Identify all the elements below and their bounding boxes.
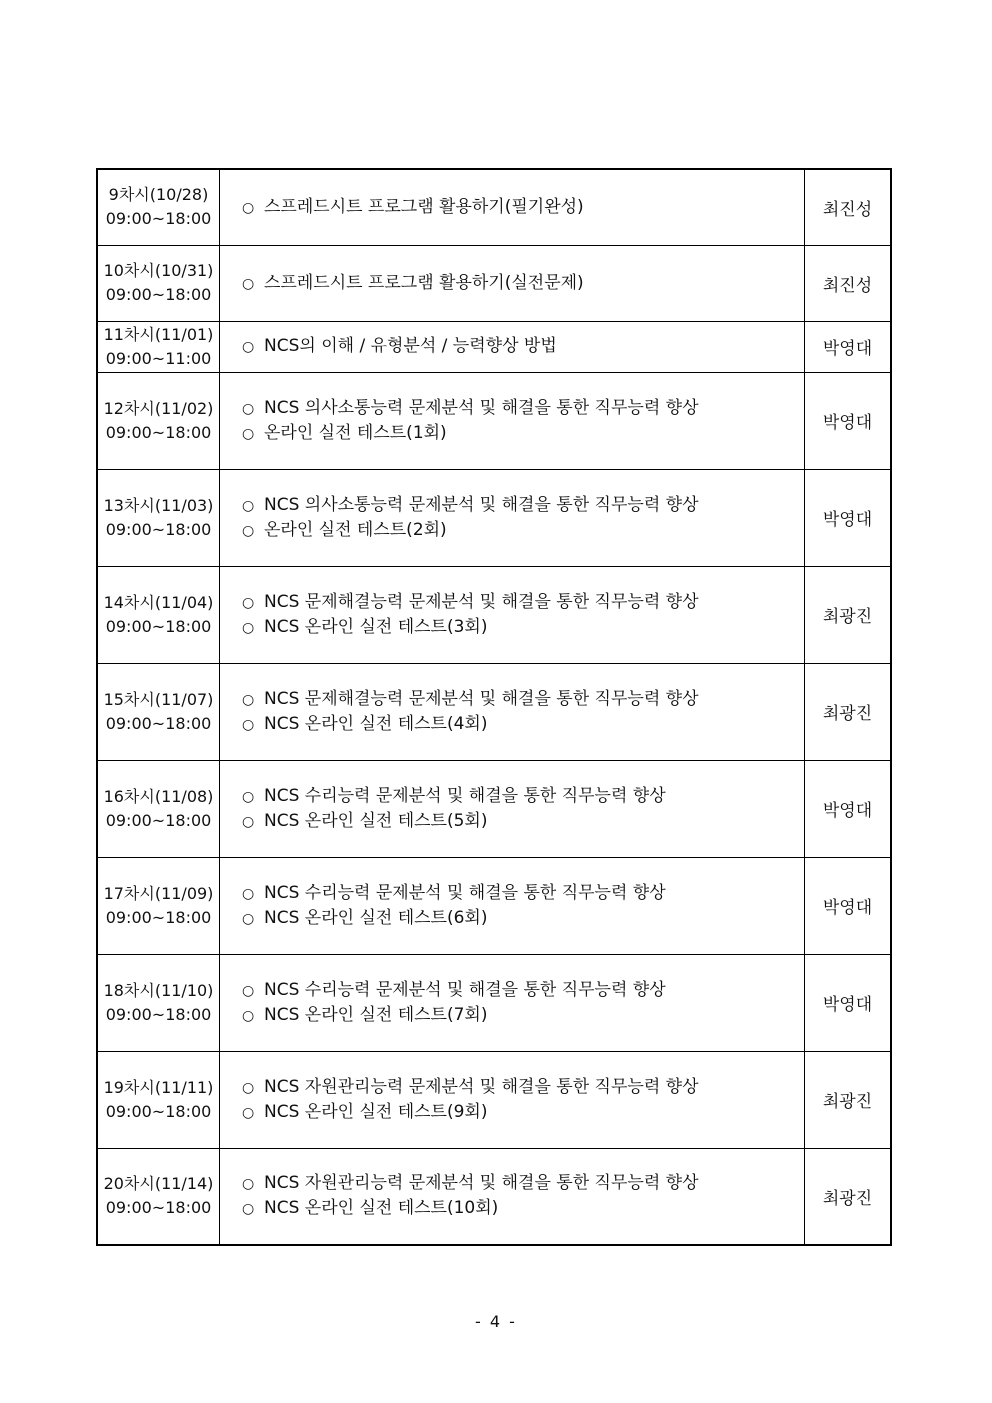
content-text: NCS 자원관리능력 문제분석 및 해결을 통한 직무능력 향상 <box>264 1076 699 1097</box>
content-text: NCS의 이해 / 유형분석 / 능력향상 방법 <box>264 336 557 356</box>
session-cell <box>97 469 220 566</box>
content-text: NCS 수리능력 문제분석 및 해결을 통한 직무능력 향상 <box>264 979 666 1000</box>
session-cell <box>97 760 220 857</box>
content-text: NCS 온라인 실전 테스트(10회) <box>264 1198 499 1219</box>
session-time: 09:00~18:00 <box>105 907 212 927</box>
instructor-cell: 박영대 <box>805 857 892 954</box>
instructor-cell: 박영대 <box>805 760 892 857</box>
instructor-cell: 최광진 <box>805 1051 892 1148</box>
bullet-icon: ○ <box>242 425 255 442</box>
content-item <box>242 615 804 640</box>
content-text: NCS 수리능력 문제분석 및 해결을 통한 직무능력 향상 <box>264 785 666 806</box>
bullet-icon: ○ <box>242 691 255 708</box>
content-item <box>242 687 804 712</box>
session-time: 09:00~18:00 <box>105 713 212 733</box>
content-item <box>242 421 804 446</box>
session-cell <box>97 321 220 372</box>
session-cell <box>97 1148 220 1245</box>
table-row <box>97 760 891 857</box>
session-label: 19차시(11/11) <box>103 1077 214 1097</box>
content-text: 온라인 실전 테스트(1회) <box>264 422 447 443</box>
bullet-icon: ○ <box>242 910 255 927</box>
table-row <box>97 1148 891 1245</box>
session-time: 09:00~18:00 <box>105 285 212 304</box>
content-cell <box>220 169 805 245</box>
content-cell <box>220 321 805 372</box>
session-label: 11차시(11/01) <box>103 324 214 344</box>
bullet-icon: ○ <box>242 788 255 805</box>
content-item <box>242 712 804 737</box>
content-text: NCS 온라인 실전 테스트(5회) <box>264 810 488 831</box>
content-item <box>242 809 804 834</box>
session-time: 09:00~11:00 <box>105 348 212 368</box>
session-cell <box>97 245 220 321</box>
bullet-icon: ○ <box>242 1007 255 1024</box>
content-item <box>242 590 804 615</box>
table-row <box>97 857 891 954</box>
content-text: NCS 온라인 실전 테스트(6회) <box>264 907 488 928</box>
content-cell <box>220 245 805 321</box>
bullet-icon: ○ <box>242 1176 255 1193</box>
content-cell <box>220 857 805 954</box>
instructor-cell: 박영대 <box>805 321 892 372</box>
content-item <box>242 493 804 518</box>
bullet-icon: ○ <box>242 199 255 216</box>
session-cell <box>97 169 220 245</box>
table-row <box>97 566 891 663</box>
content-text: NCS 의사소통능력 문제분석 및 해결을 통한 직무능력 향상 <box>264 397 699 418</box>
content-item <box>242 195 804 220</box>
session-time: 09:00~18:00 <box>105 209 212 229</box>
content-item <box>242 1196 804 1221</box>
content-text: 스프레드시트 프로그램 활용하기(필기완성) <box>264 196 584 217</box>
instructor-cell: 최진성 <box>805 169 892 245</box>
session-label: 15차시(11/07) <box>103 689 214 709</box>
content-item <box>242 396 804 421</box>
instructor-cell: 최광진 <box>805 1148 892 1245</box>
instructor-cell: 박영대 <box>805 372 892 469</box>
schedule-table-body <box>97 169 891 1245</box>
content-item <box>242 1171 804 1196</box>
instructor-cell: 박영대 <box>805 469 892 566</box>
content-item <box>242 881 804 906</box>
content-item <box>242 518 804 543</box>
session-cell <box>97 954 220 1051</box>
content-item <box>242 1003 804 1028</box>
session-time: 09:00~18:00 <box>105 1004 212 1024</box>
session-cell <box>97 663 220 760</box>
bullet-icon: ○ <box>242 522 255 539</box>
content-text: NCS 의사소통능력 문제분석 및 해결을 통한 직무능력 향상 <box>264 494 699 515</box>
bullet-icon: ○ <box>242 716 255 733</box>
content-text: NCS 온라인 실전 테스트(7회) <box>264 1004 488 1025</box>
session-cell <box>97 566 220 663</box>
session-cell <box>97 857 220 954</box>
table-row <box>97 169 891 245</box>
bullet-icon: ○ <box>242 400 255 417</box>
content-item <box>242 334 804 359</box>
table-row <box>97 321 891 372</box>
content-cell <box>220 566 805 663</box>
bullet-icon: ○ <box>242 275 255 292</box>
table-row <box>97 372 891 469</box>
content-item <box>242 978 804 1003</box>
instructor-cell: 최광진 <box>805 663 892 760</box>
session-time: 09:00~18:00 <box>105 1101 212 1121</box>
content-cell <box>220 1148 805 1245</box>
session-label: 10차시(10/31) <box>103 261 214 280</box>
table-row <box>97 663 891 760</box>
session-time: 09:00~18:00 <box>105 616 212 636</box>
content-text: 온라인 실전 테스트(2회) <box>264 519 447 540</box>
bullet-icon: ○ <box>242 813 255 830</box>
content-cell <box>220 372 805 469</box>
session-label: 9차시(10/28) <box>108 185 209 205</box>
content-cell <box>220 469 805 566</box>
bullet-icon: ○ <box>242 1079 255 1096</box>
bullet-icon: ○ <box>242 497 255 514</box>
table-row <box>97 245 891 321</box>
session-label: 17차시(11/09) <box>103 883 214 903</box>
session-label: 20차시(11/14) <box>103 1174 214 1194</box>
session-label: 12차시(11/02) <box>103 398 214 418</box>
session-time: 09:00~18:00 <box>105 1198 212 1218</box>
content-text: NCS 문제해결능력 문제분석 및 해결을 통한 직무능력 향상 <box>264 591 699 612</box>
content-text: NCS 온라인 실전 테스트(3회) <box>264 616 488 637</box>
session-label: 18차시(11/10) <box>103 980 214 1000</box>
page-number: - 4 - <box>475 1312 517 1331</box>
schedule-table <box>96 168 892 1246</box>
content-text: NCS 온라인 실전 테스트(9회) <box>264 1101 488 1122</box>
session-label: 16차시(11/08) <box>103 786 214 806</box>
session-label: 14차시(11/04) <box>103 592 214 612</box>
instructor-cell: 최진성 <box>805 245 892 321</box>
content-item <box>242 784 804 809</box>
content-text: NCS 자원관리능력 문제분석 및 해결을 통한 직무능력 향상 <box>264 1173 699 1194</box>
instructor-cell: 최광진 <box>805 566 892 663</box>
bullet-icon: ○ <box>242 339 255 355</box>
session-time: 09:00~18:00 <box>105 519 212 539</box>
session-label: 13차시(11/03) <box>103 495 214 515</box>
content-cell <box>220 954 805 1051</box>
session-cell <box>97 372 220 469</box>
content-item <box>242 1075 804 1100</box>
session-cell <box>97 1051 220 1148</box>
content-text: NCS 문제해결능력 문제분석 및 해결을 통한 직무능력 향상 <box>264 688 699 709</box>
content-item <box>242 1100 804 1125</box>
bullet-icon: ○ <box>242 619 255 636</box>
bullet-icon: ○ <box>242 1104 255 1121</box>
session-time: 09:00~18:00 <box>105 422 212 442</box>
content-item <box>242 271 804 296</box>
content-cell <box>220 1051 805 1148</box>
table-row <box>97 1051 891 1148</box>
content-item <box>242 906 804 931</box>
bullet-icon: ○ <box>242 885 255 902</box>
bullet-icon: ○ <box>242 594 255 611</box>
bullet-icon: ○ <box>242 982 255 999</box>
instructor-cell: 박영대 <box>805 954 892 1051</box>
content-cell <box>220 663 805 760</box>
content-text: NCS 온라인 실전 테스트(4회) <box>264 713 488 734</box>
table-row <box>97 954 891 1051</box>
session-time: 09:00~18:00 <box>105 810 212 830</box>
content-text: NCS 수리능력 문제분석 및 해결을 통한 직무능력 향상 <box>264 882 666 903</box>
bullet-icon: ○ <box>242 1201 255 1218</box>
table-row <box>97 469 891 566</box>
content-cell <box>220 760 805 857</box>
content-text: 스프레드시트 프로그램 활용하기(실전문제) <box>264 272 584 293</box>
